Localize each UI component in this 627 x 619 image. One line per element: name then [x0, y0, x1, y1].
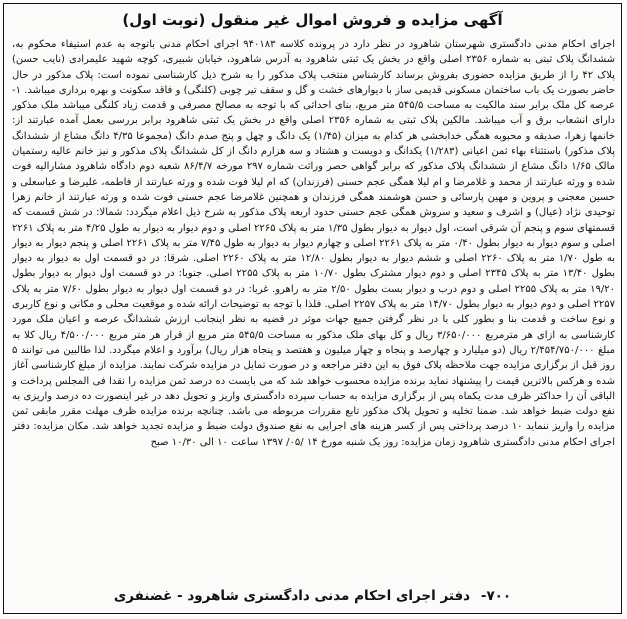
notice-body: اجرای احکام مدنی دادگستری شهرستان شاهرود در نظر دارد در پرونده کلاسه ۹۴۰۱۸۳ اجرای احکام مدنی باتوجه به عدم استیفاء محکوم به، ششدانگ پلاک ثبتی به شماره ۲۳۵۶ اصلی واقع در بخش یک ثبتی شاهرود به آدرس شاهرود، خیابان شبیری، کوچه شهید علیمرادی (نایب حسن) پلاک ۴۲ را از طریق مزایده حضوری بفروش برساند کارشناس منتخب پلاک مذکور را به شرح ذیل کارشناسی نموده است: پلاک مذکور در حال حاضر بصورت یک باب ساختمان مسکونی قدیمی ساز با دیوارهای خشت و گل و سقف تیر چوبی (کلنگی) و فاقد سکونت و بهره برداری میباشد. ۱- عرصه کل ملک برابر سند مالکیت به مساحت ۵۴۵/۵ متر مربع، بنای احداثی که با توجه به مصالح مصرفی و قدمت زیاد کلنگی میباشد ملک مذکور دارای انشعاب برق و آب میباشد. مالکین پلاک ثبتی به شماره ۲۳۵۶ اصلی واقع در بخش یک ثبتی شاهرود برابر بررسی بعمل آمده عبارتند از: خانمها زهرا، صدیقه و محبوبه همگی خدابخشی هر کدام به میزان (۱/۴۵) یک دانگ و چهل و پنج صدم دانگ (مجموعا ۴/۳۵ دانگ مشاع از ششدانگ پلاک مذکور) باستثناء بهاء ثمن اعیانی (۱/۲۸۳) یکدانگ و دویست و هشتاد و سه هزارم دانگ از کل ششدانگ پلاک مذکور و نیز خانم عالیه رستمیان مالک ۱/۶۵ دانگ مشاع از ششدانگ پلاک مذکور که برابر گواهی حصر وراثت شماره ۲۹۷ مورخه ۸۶/۴/۷ شعبه دوم دادگاه شاهرود مشارالیه فوت شده و ورثه عبارتند از محمد و غلامرضا و ام لیلا همگی عجم حسنی (فرزندان) که ام لیلا فوت شده و ورثه عبارتند از فاطمه، علیرضا و عباسعلی و حسین معجنی و پروین و مهین پارسائی و حسن هوشمند همگی فرزندان و همچنین غلامرضا عجم حسنی فوت شده و ورثه عبارتند از خانم زهرا توحیدی نژاد (عیال) و اشرف و سعید و سروش همگی عجم حسنی حدود اربعه پلاک مذکور به شرح ذیل اعلام میگردد: شمالا: در شش قسمت که قسمتهای سوم و پنجم آن شرقی است، اول دیوار به دیوار بطول ۱/۳۵ متر به پلاک ۲۲۶۵ اصلی و دوم دیوار به دیوار به طول ۴/۲۵ متر به پلاک ۲۲۶۱ اصلی و سوم دیوار به دیوار بطول ۰/۴۰ متر به پلاک ۲۲۶۱ اصلی و چهارم دیوار به دیوار به طول ۷/۴۵ متر به پلاک ۲۲۶۱ اصلی و پنجم دیوار به دیوار به طول ۱/۷۰ متر به پلاک ۲۲۶۰ اصلی و ششم دیوار به دیوار بطول ۱۲/۸۰ متر به پلاک ۲۲۶۰ اصلی. شرقا: در دو قسمت اول به دیوار به دیوار بطول ۱۳/۴۰ متر به پلاک ۲۳۴۵ اصلی و دوم دیوار مشترک بطول ۱۰/۷۰ متر به پلاک ۲۲۵۵ اصلی. جنوبا: در دو قسمت اول دیوار به دیوار بطول ۱۹/۲۰ متر به پلاک ۲۲۵۵ اصلی و دوم درب و دیوار بست بطول ۲/۵۰ متر به راهرو. غربا: در دو قسمت اول دیوار به دیوار بطول ۷/۶۰ متر به پلاک ۲۲۵۷ اصلی و دوم دیوار به دیوار بطول ۱۴/۷۰ متر به پلاک ۲۲۵۷ اصلی. فلذا با توجه به توضیحات ارائه شده و موقعیت محلی و مکانی و نوع کاربری و نوع ساخت و قدمت بنا و بطور کلی با در نظر گرفتن جمیع جهات موثر در قضیه به نظر اینجانب ارزش ششدانگ عرصه و اعیان ملک مورد کارشناسی به ازای هر مترمربع ۳/۶۵۰/۰۰۰ ریال و کل بهای ملک مذکور به مساحت ۵۴۵/۵ متر مربع از قرار هر متر مربع ۴/۵۰۰/۰۰۰ ریال کلا به مبلغ ۲/۴۵۴/۷۵۰/۰۰۰ ریال (دو میلیارد و چهارصد و پنجاه و چهار میلیون و هفتصد و پنجاه هزار ریال) برآورد و اعلام میگردد. لذا طالبین می توانند ۵ روز قبل از برگزاری مزایده جهت ملاحظه پلاک فوق به این دفتر مراجعه و در صورت تمایل در مزایده شرکت نمایند. مزایده از مبلغ کارشناسی آغاز شده و هرکس بالاترین قیمت را پیشنهاد نماید برنده مزایده محسوب خواهد شد که می بایست ده درصد ثمن مزایده را نقدا فی المجلس پرداخت و الباقی آن را حداکثر ظرف مدت یکماه پس از برگزاری مزایده به حساب سپرده دادگستری واریز و تحویل دهد در غیر اینصورت ده درصد واریزی به نفع دولت ضبط خواهد شد. ضمنا تخلیه و تحویل پلاک مذکور تابع مقررات مربوطه می باشد. چنانچه برنده مزایده ظرف مهلت مقرر مابقی ثمن مزایده را واریز ننماید ۱۰ درصد پرداختی پس از کسر هزینه های اجرایی به نفع صندوق دولت ضبط و مزایده تجدید خواهد شد. مکان مزایده: دفتر اجرای احکام مدنی دادگستری شاهرود زمان مزایده: روز یک شنبه مورخ ۱۴ /۰۵/ ۱۳۹۷ ساعت ۱۰ الی ۱۰/۳۰ صبح	[12, 39, 615, 448]
footer-signature: دفتر اجرای احکام مدنی دادگستری شاهرود - غضنفری	[113, 588, 471, 604]
notice-box	[3, 3, 622, 614]
notice-title: آگهی مزایده و فروش اموال غیر منقول (نوبت اول)	[122, 11, 503, 29]
footer-code: ۷۰۰-	[480, 588, 512, 604]
notice-footer	[4, 587, 621, 605]
